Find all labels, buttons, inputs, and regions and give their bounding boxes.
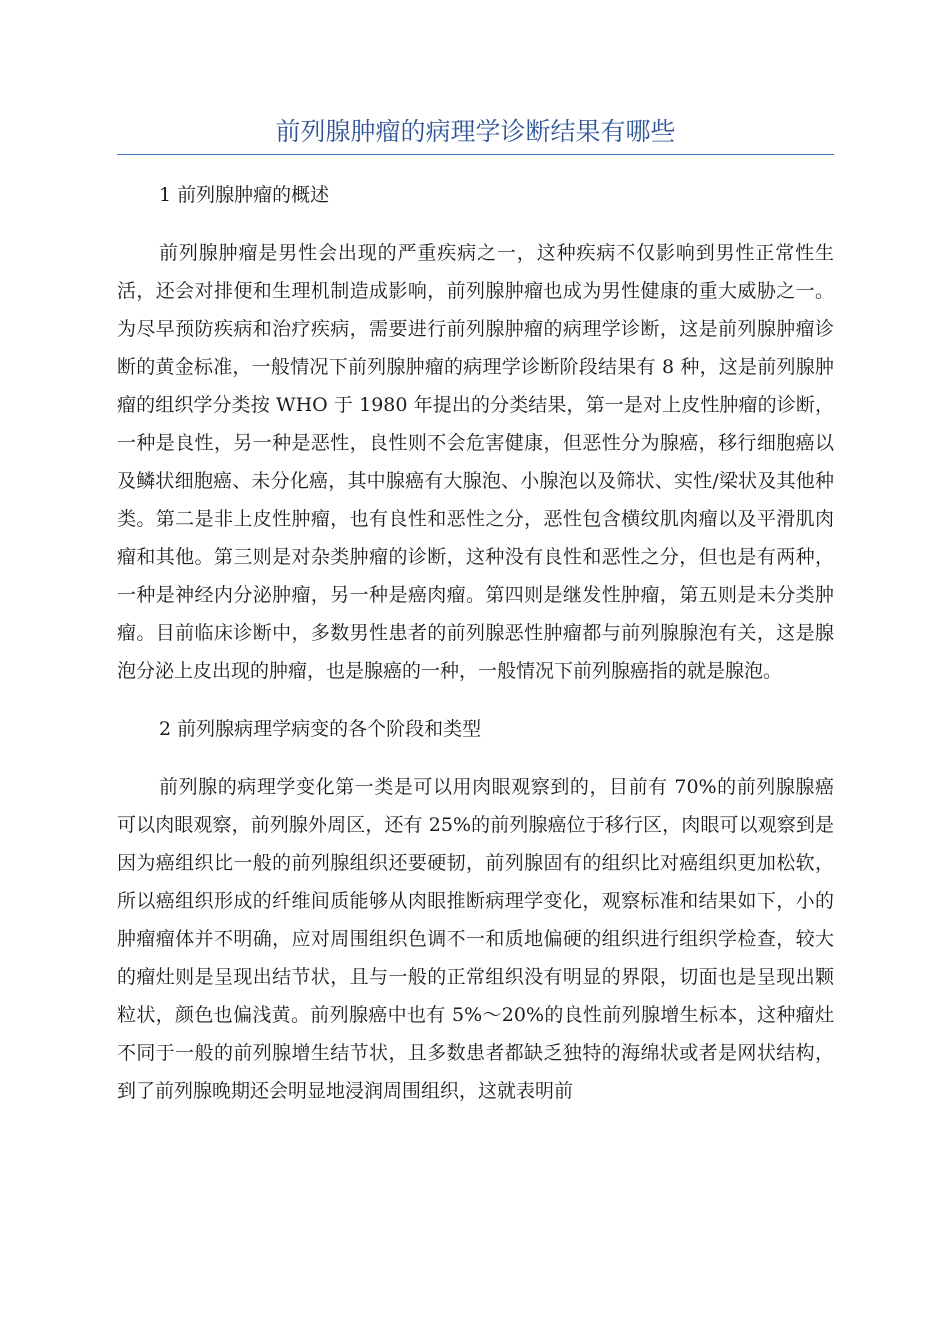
section-paragraph-overview: 前列腺肿瘤是男性会出现的严重疾病之一，这种疾病不仅影响到男性正常性生活，还会对排便和生理机制造成影响，前列腺肿瘤也成为男性健康的重大威胁之一。为尽早预防疾病和治疗疾病，需要进行前列腺肿瘤的病理学诊断，这是前列腺肿瘤诊断的黄金标准，一般情况下前列腺肿瘤的病理学诊断阶段结果有 8 种，这是前列腺肿瘤的组织学分类按 WHO 于 1980 年提出的分类结果，第一是对上皮性肿瘤的诊断，一种是良性，另一种是恶性，良性则不会危害健康，但恶性分为腺癌，移行细胞癌以及鳞状细胞癌、未分化癌，其中腺癌有大腺泡、小腺泡以及筛状、实性/梁状及其他种类。第二是非上皮性肿瘤，也有良性和恶性之分，恶性包含横纹肌肉瘤以及平滑肌肉瘤和其他。第三则是对杂类肿瘤的诊断，这种没有良性和恶性之分，但也是有两种，一种是神经内分泌肿瘤，另一种是癌肉瘤。第四则是继发性肿瘤，第五则是未分类肿瘤。目前临床诊断中，多数男性患者的前列腺恶性肿瘤都与前列腺腺泡有关，这是腺泡分泌上皮出现的肿瘤，也是腺癌的一种，一般情况下前列腺癌指的就是腺泡。 — [117, 242, 834, 682]
title-underline — [117, 154, 834, 155]
section-heading-overview: 1 前列腺肿瘤的概述 — [159, 184, 330, 206]
page-title: 前列腺肿瘤的病理学诊断结果有哪些 — [275, 117, 676, 146]
section-paragraph-stages: 前列腺的病理学变化第一类是可以用肉眼观察到的，目前有 70%的前列腺腺癌可以肉眼观察，前列腺外周区，还有 25%的前列腺癌位于移行区，肉眼可以观察到是因为癌组织比一般的前列腺组织还要硬韧，前列腺固有的组织比对癌组织更加松软，所以癌组织形成的纤维间质能够从肉眼推断病理学变化，观察标准和结果如下，小的肿瘤瘤体并不明确，应对周围组织色调不一和质地偏硬的组织进行组织学检查，较大的瘤灶则是呈现出结节状，且与一般的正常组织没有明显的界限，切面也是呈现出颗粒状，颜色也偏浅黄。前列腺癌中也有 5%～20%的良性前列腺增生标本，这种瘤灶不同于一般的前列腺增生结节状，且多数患者都缺乏独特的海绵状或者是网状结构，到了前列腺晚期还会明显地浸润周围组织，这就表明前 — [117, 776, 834, 1102]
document-body — [117, 176, 834, 1130]
section-heading-stages: 2 前列腺病理学病变的各个阶段和类型 — [159, 718, 482, 740]
